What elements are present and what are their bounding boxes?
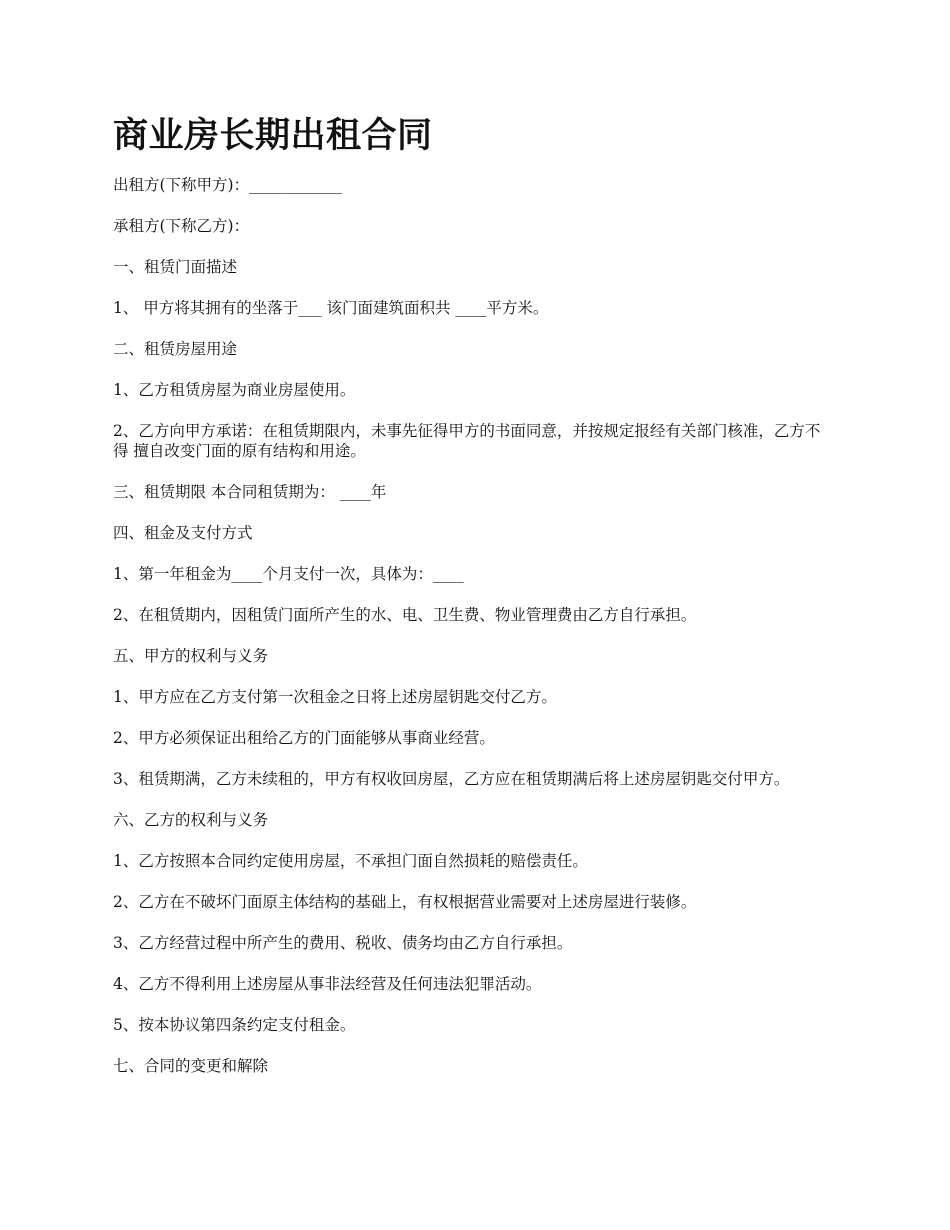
paragraph-4-1: 1、第一年租金为____个月支付一次，具体为：____ (113, 565, 464, 583)
paragraph-6-2: 2、乙方在不破坏门面原主体结构的基础上，有权根据营业需要对上述房屋进行装修。 (113, 893, 697, 911)
section-heading-3: 三、租赁期限 本合同租赁期为： ____年 (113, 483, 387, 501)
paragraph-4-2: 2、在租赁期内，因租赁门面所产生的水、电、卫生费、物业管理费由乙方自行承担。 (113, 606, 697, 624)
section-heading-5: 五、甲方的权利与义务 (113, 647, 269, 665)
section-heading-4: 四、租金及支付方式 (113, 524, 253, 542)
paragraph-5-2: 2、甲方必须保证出租给乙方的门面能够从事商业经营。 (113, 729, 495, 747)
paragraph-1-1: 1、 甲方将其拥有的坐落于___ 该门面建筑面积共 ____平方米。 (113, 299, 549, 317)
paragraph-lessee: 承租方(下称乙方)： (113, 217, 250, 235)
document-page (113, 112, 833, 1097)
document-title: 商业房长期出租合同 (113, 115, 433, 156)
paragraph-6-3: 3、乙方经营过程中所产生的费用、税收、债务均由乙方自行承担。 (113, 934, 573, 952)
paragraph-2-2: 2、乙方向甲方承诺：在租赁期限内，未事先征得甲方的书面同意，并按规定报经有关部门核准，乙方不得 擅自改变门面的原有结构和用途。 (113, 422, 821, 460)
paragraph-5-1: 1、甲方应在乙方支付第一次租金之日将上述房屋钥匙交付乙方。 (113, 688, 557, 706)
section-heading-6: 六、乙方的权利与义务 (113, 811, 269, 829)
section-heading-7: 七、合同的变更和解除 (113, 1057, 269, 1075)
paragraph-6-5: 5、按本协议第四条约定支付租金。 (113, 1016, 356, 1034)
section-heading-1: 一、租赁门面描述 (113, 258, 238, 276)
section-heading-2: 二、租赁房屋用途 (113, 340, 238, 358)
paragraph-2-1: 1、乙方租赁房屋为商业房屋使用。 (113, 381, 356, 399)
paragraph-lessor: 出租方(下称甲方)：____________ (113, 176, 343, 194)
paragraph-6-1: 1、乙方按照本合同约定使用房屋，不承担门面自然损耗的赔偿责任。 (113, 852, 588, 870)
paragraph-6-4: 4、乙方不得利用上述房屋从事非法经营及任何违法犯罪活动。 (113, 975, 542, 993)
paragraph-5-3: 3、租赁期满，乙方未续租的，甲方有权收回房屋，乙方应在租赁期满后将上述房屋钥匙交付甲方。 (113, 770, 790, 788)
